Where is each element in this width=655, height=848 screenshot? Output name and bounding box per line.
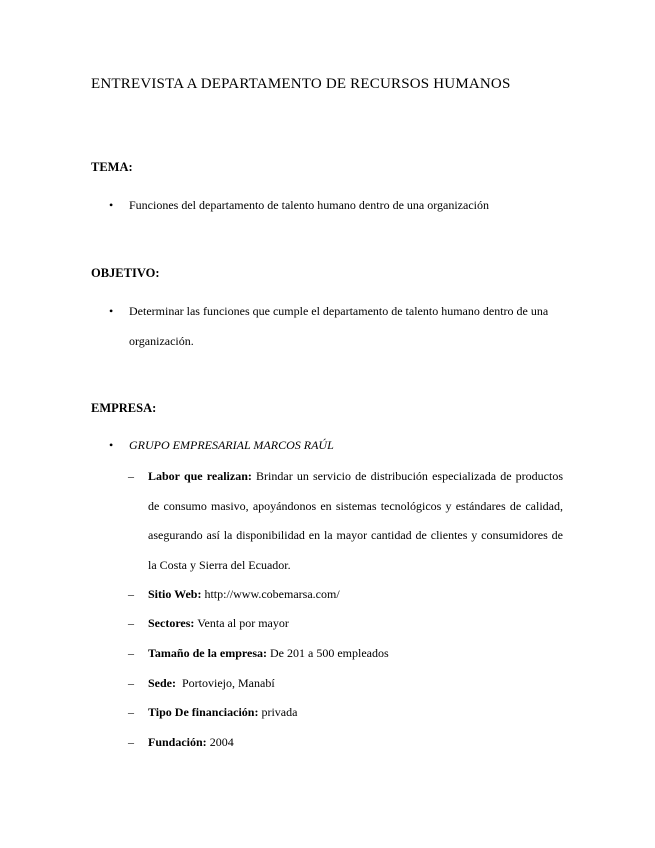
tema-text: Funciones del departamento de talento humano dentro de una organización [129, 198, 489, 212]
detail-text [148, 705, 563, 720]
detail-labor-text [148, 462, 563, 580]
detail-item-sitio-web [128, 587, 568, 605]
detail-item-sectores [128, 616, 568, 634]
detail-item-tamano [128, 646, 568, 664]
detail-label: Fundación: [148, 735, 207, 749]
detail-label: Labor que realizan: [148, 469, 252, 483]
dash-icon: – [128, 735, 134, 749]
empresa-heading: EMPRESA: [91, 401, 157, 415]
detail-label: Sede: [148, 676, 176, 690]
detail-value: Portoviejo, Manabí [176, 676, 275, 690]
detail-label: Sectores: [148, 616, 195, 630]
detail-value: Venta al por mayor [194, 616, 289, 630]
detail-value: privada [258, 705, 298, 719]
company-name: GRUPO EMPRESARIAL MARCOS RAÚL [129, 438, 334, 452]
objetivo-heading: OBJETIVO: [91, 266, 160, 280]
empresa-name-item [91, 438, 571, 458]
detail-value: Brindar un servicio de distribución especializada de productos de consumo masivo, apoyándonos en sistemas tecnológicos y estándares de calidad, asegurando así la disponibilidad en la mayor cantidad de clientes y consumidores de la Costa y Sierra del Ecuador. [148, 469, 564, 572]
detail-value: http://www.cobemarsa.com/ [201, 587, 340, 601]
detail-label: Tamaño de la empresa: [148, 646, 268, 660]
detail-label: Sitio Web: [148, 587, 202, 601]
document-title: ENTREVISTA A DEPARTAMENTO DE RECURSOS HUMANOS [91, 76, 511, 92]
dash-icon: – [128, 616, 134, 630]
detail-value: 2004 [206, 735, 234, 749]
tema-heading: TEMA: [91, 160, 133, 174]
dash-icon: – [128, 705, 134, 719]
dash-icon: – [128, 469, 134, 483]
bullet-icon: • [109, 198, 114, 212]
dash-icon: – [128, 676, 134, 690]
dash-icon: – [128, 587, 134, 601]
objetivo-text: Determinar las funciones que cumple el departamento de talento humano dentro de una organización. [129, 304, 549, 348]
detail-text [148, 616, 563, 631]
detail-label: Tipo De financiación: [148, 705, 259, 719]
dash-icon: – [128, 646, 134, 660]
objetivo-bullet-item [91, 297, 571, 357]
detail-text [148, 735, 563, 750]
detail-text [148, 646, 563, 661]
detail-item-sede [128, 676, 568, 694]
tema-bullet-item [91, 198, 571, 218]
detail-text [148, 676, 563, 691]
detail-item-fundacion [128, 735, 568, 753]
detail-value: De 201 a 500 empleados [267, 646, 389, 660]
detail-item-labor [128, 462, 568, 582]
detail-item-financiacion [128, 705, 568, 723]
bullet-icon: • [109, 438, 114, 452]
bullet-icon: • [109, 304, 114, 318]
detail-text [148, 587, 563, 602]
